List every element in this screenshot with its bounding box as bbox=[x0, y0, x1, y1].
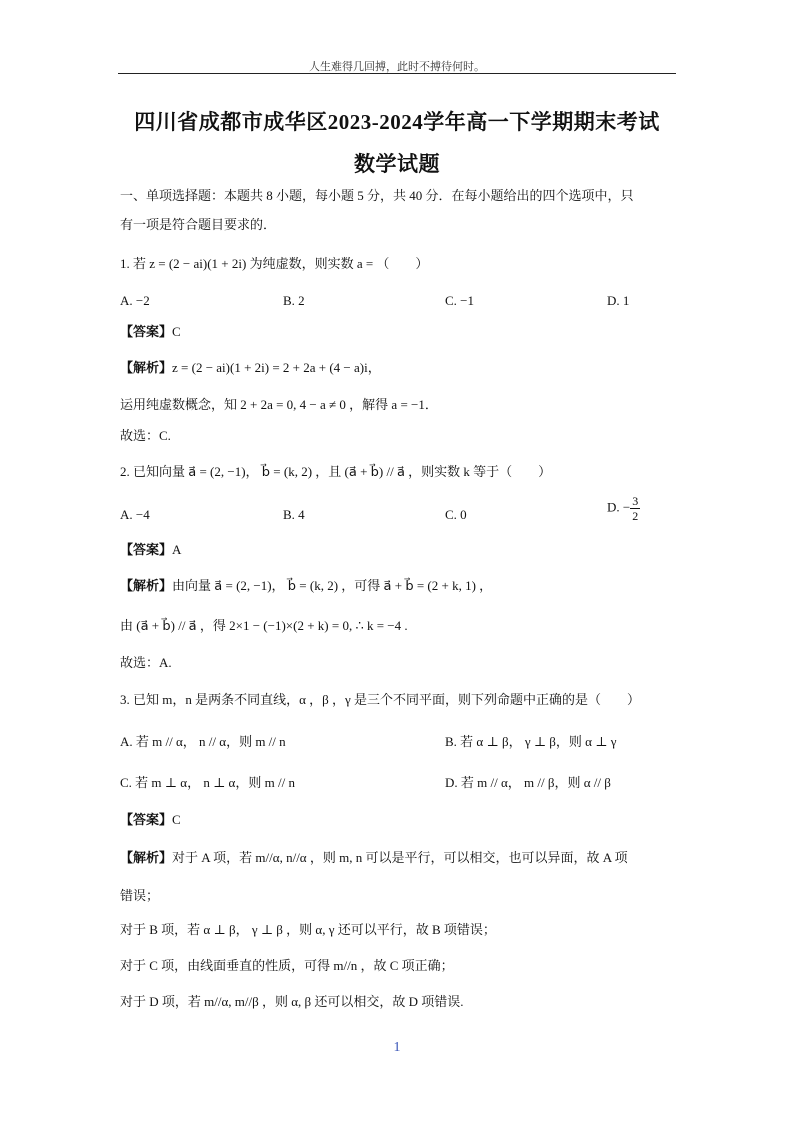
q3-answer bbox=[120, 810, 181, 830]
analysis-tag: 【解析】 bbox=[120, 360, 173, 375]
page-subtitle: 数学试题 bbox=[354, 152, 440, 176]
q3-analysis-4: 对于 C 项，由线面垂直的性质，可得 m//n ，故 C 项正确； bbox=[120, 958, 454, 973]
page-number: 1 bbox=[393, 1040, 401, 1055]
section-heading-line1: 一、单项选择题：本题共 8 小题，每小题 5 分，共 40 分．在每小题给出的四个选项中，只 bbox=[120, 188, 634, 203]
q2-analysis-text-1: 由向量 a⃗ = (2, −1)， b⃗ = (k, 2) ，可得 a⃗ + b⃗ = (2 + k, 1) ， bbox=[172, 578, 493, 593]
answer-tag: 【答案】 bbox=[120, 812, 173, 827]
q3-option-b: B. 若 α ⊥ β， γ ⊥ β，则 α ⊥ γ bbox=[445, 734, 617, 749]
q3-answer-value: C bbox=[172, 812, 181, 827]
analysis-tag: 【解析】 bbox=[120, 850, 173, 865]
q2-option-c: C. 0 bbox=[445, 507, 467, 522]
q3-analysis-text-1: 对于 A 项，若 m//α, n//α ，则 m, n 可以是平行，可以相交，也可以异面，故 A 项 bbox=[172, 850, 628, 865]
answer-tag: 【答案】 bbox=[120, 324, 173, 339]
q1-stem: 1. 若 z = (2 − ai)(1 + 2i) 为纯虚数，则实数 a = （ ） bbox=[120, 256, 429, 271]
page-title: 四川省成都市成华区2023-2024学年高一下学期期末考试 bbox=[134, 110, 660, 134]
q1-option-d: D. 1 bbox=[607, 293, 630, 308]
q1-option-b: B. 2 bbox=[283, 293, 305, 308]
q1-option-c: C. −1 bbox=[445, 293, 475, 308]
header-motto: 人生难得几回搏，此时不搏待何时。 bbox=[309, 61, 485, 73]
q1-analysis-1 bbox=[120, 358, 381, 378]
q3-analysis-5: 对于 D 项，若 m//α, m//β ，则 α, β 还可以相交，故 D 项错误. bbox=[120, 994, 464, 1009]
q1-analysis-3: 故选：C. bbox=[120, 428, 171, 443]
q3-option-a: A. 若 m // α， n // α，则 m // n bbox=[120, 734, 286, 749]
q1-analysis-2: 运用纯虚数概念，知 2 + 2a = 0, 4 − a ≠ 0 ，解得 a = −1． bbox=[120, 397, 438, 412]
q3-analysis-1 bbox=[120, 848, 628, 868]
q3-option-c: C. 若 m ⊥ α， n ⊥ α，则 m // n bbox=[120, 775, 295, 790]
q3-option-d: D. 若 m // α， m // β，则 α // β bbox=[445, 775, 611, 790]
q2-option-d-numerator: 3 bbox=[632, 494, 639, 508]
q1-analysis-text-1: z = (2 − ai)(1 + 2i) = 2 + 2a + (4 − a)i， bbox=[172, 360, 381, 375]
q1-option-a: A. −2 bbox=[120, 293, 150, 308]
q2-option-d-label: D. − bbox=[607, 499, 631, 515]
analysis-tag: 【解析】 bbox=[120, 578, 173, 593]
q1-answer bbox=[120, 322, 181, 342]
q2-analysis-3: 故选：A. bbox=[120, 655, 172, 670]
q2-analysis-2: 由 (a⃗ + b⃗) // a⃗ ，得 2×1 − (−1)×(2 + k) = 0, ∴ k = −4 . bbox=[120, 618, 408, 633]
header-rule bbox=[118, 73, 676, 74]
q3-stem: 3. 已知 m，n 是两条不同直线，α ，β ，γ 是三个不同平面，则下列命题中正确的是（ ） bbox=[120, 692, 641, 707]
section-heading-line2: 有一项是符合题目要求的． bbox=[120, 217, 277, 232]
q3-analysis-3: 对于 B 项，若 α ⊥ β， γ ⊥ β ，则 α, γ 还可以平行，故 B 项错误； bbox=[120, 922, 496, 937]
q2-option-b: B. 4 bbox=[283, 507, 305, 522]
q2-option-d-fraction bbox=[630, 494, 640, 523]
q2-option-d bbox=[607, 494, 640, 523]
q2-option-a: A. −4 bbox=[120, 507, 150, 522]
q2-option-d-denominator: 2 bbox=[632, 509, 639, 523]
q2-answer bbox=[120, 540, 181, 560]
q1-answer-value: C bbox=[172, 324, 181, 339]
q2-answer-value: A bbox=[172, 542, 182, 557]
q3-analysis-2: 错误； bbox=[120, 888, 160, 903]
q2-analysis-1 bbox=[120, 576, 492, 596]
answer-tag: 【答案】 bbox=[120, 542, 173, 557]
q2-stem: 2. 已知向量 a⃗ = (2, −1)， b⃗ = (k, 2) ，且 (a⃗ + b⃗) // a⃗ ，则实数 k 等于（ ） bbox=[120, 464, 552, 479]
